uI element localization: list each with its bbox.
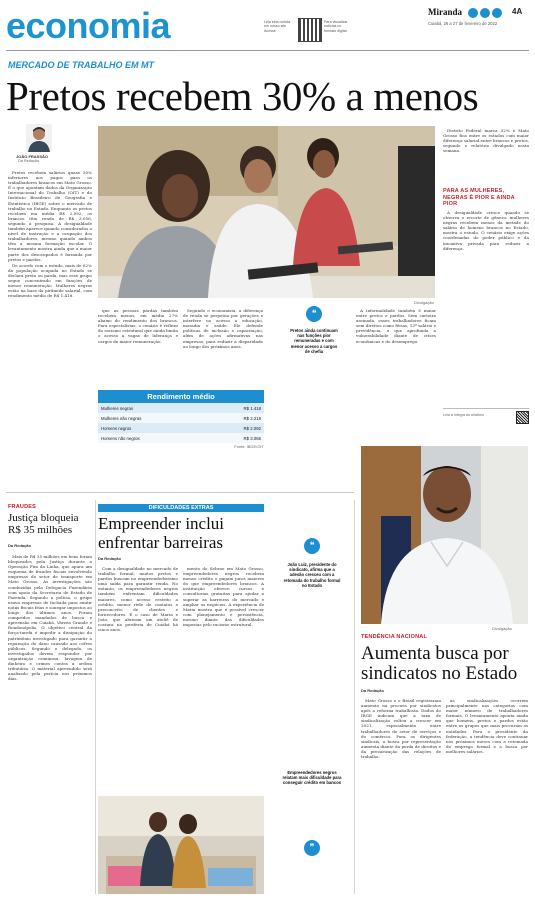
- quote-icon: ❝: [306, 306, 322, 322]
- paragraph: que as pessoas pardas também recebem menos, em média 27% abaixo do rendimento dos brancos. Para especialistas, o cenário é reflexo do racismo estrutural que ainda limita o acesso a vagas de liderança e cargos de maior remuneração.: [98, 308, 178, 344]
- empreender-headline: Empreender inclui enfrentar barreiras: [98, 514, 225, 552]
- empreender-col2: [183, 566, 264, 788]
- income-table: [98, 390, 264, 449]
- main-col3: [183, 308, 263, 386]
- sindicatos-photo: [361, 446, 528, 624]
- paragraph: Com a desigualdade no mercado de trabalho formal, muitos pretos e pardos buscam no empreendedorismo uma saída para garantir renda. No entanto, os empreendedores negros também enfrentam dificuldades maiores, como acesso restrito a crédito, menor rede de contatos e preconceito de clientes e fornecedores. É o caso de Maria e João, que abriram um ateliê de costura na periferia de Cuiabá há cinco anos.: [98, 566, 178, 633]
- table-body: [98, 403, 264, 443]
- paragraph: as sindicalizações ocorrem principalmente nas categorias com maior número de trabalhadores formais. O levantamento aponta ainda que homens, pretos e pardos estão entre os grupos que mais procuram as entidades. Para o presidente da federação, a tendência deve continuar nos próximos meses com a retomada do emprego formal e a busca por melhores salários.: [446, 698, 528, 754]
- paragraph: Segundo o economista, a diferença de renda se perpetua por gerações e interfere no acesso a educação, moradia e saúde. Ele defende políticas de inclusão e capacitação, além de ações afirmativas nas empresas, para reduzir a disparidade ao longo dos próximos anos.: [183, 308, 263, 349]
- empreender-photo: [98, 796, 264, 894]
- paragraph: A informalidade também é maior entre pretos e pardos. Sem carteira assinada, esses trabalhadores ficam sem direitos como férias, 13º salário e previdência, o que aprofunda a vulnerabilidade diante de crises econômicas e do desemprego.: [356, 308, 436, 344]
- sindicatos-byline: Da Redação: [361, 688, 384, 693]
- table-source: Fonte: IBGE/OIT: [234, 444, 264, 449]
- row-value: R$ 3.056: [208, 433, 264, 443]
- main-col4: [356, 308, 436, 398]
- qr-note-line: Para visualizar: [324, 20, 348, 24]
- date-line: Cuiabá, 26 a 27 de fevereiro de 2022: [428, 21, 498, 26]
- row-value: R$ 2.218: [208, 413, 264, 423]
- fraudes-text: [8, 554, 92, 892]
- qr-note-line: Leia esta notícia: [264, 20, 291, 24]
- row-value: R$ 2.092: [208, 423, 264, 433]
- row-label: Homens negros: [98, 423, 208, 433]
- main-photo: [98, 126, 435, 298]
- fraudes-kicker: FRAUDES: [8, 504, 36, 510]
- author-photo: [26, 124, 52, 152]
- table-title: Rendimento médio: [98, 390, 264, 403]
- report-qr[interactable]: [443, 408, 529, 423]
- empreender-kicker: DIFICULDADES EXTRAS: [98, 504, 264, 512]
- sindicatos-kicker: TENDÊNCIA NACIONAL: [361, 634, 428, 640]
- pull-quote: Empreendedores negros relatam mais dificuldade para conseguir crédito em bancos: [282, 770, 342, 786]
- paragraph: A desigualdade cresce quando se observa o recorte de gênero: mulheres negras recebem menos da metade do salário de homens brancos no Estado, mostra o estudo. O cenário exige ações coordenadas do poder público e da iniciativa privada para reduzir a diferença.: [443, 210, 529, 251]
- main-col5: [443, 128, 529, 184]
- paragraph: Distrito Federal marca 32% e Mato Grosso fica entre os estados com maior diferença salarial entre brancos e pretos, segundo o relatório divulgado nesta semana.: [443, 128, 529, 154]
- table-row: [98, 413, 264, 423]
- pull-quote: Pretos ainda continuam nas funções pior remuneradas e com menor acesso a cargos de chefia: [290, 328, 338, 354]
- fraudes-headline: Justiça bloqueia R$ 35 milhões: [8, 512, 79, 536]
- table-row: [98, 403, 264, 413]
- paragraph: Mais de R$ 35 milhões em bens foram bloqueados pela Justiça durante a Operação Fim da Linha, que apura um esquema de fraudes fiscais envolvendo empresas do setor de transporte em Mato Grosso. As investigações são conduzidas pela Delegacia Fazendária com apoio da Secretaria de Estado de Fazenda. Segundo a polícia, o grupo usava empresas de fachada para emitir notas fiscais frias e sonegar impostos ao longo dos últimos anos. Foram cumpridos mandados de busca e apreensão em Cuiabá, Várzea Grande e Rondonópolis. O objetivo central da força-tarefa é impedir a dissipação do patrimônio investigado para garantir a reparação do dano causado aos cofres públicos. Segundo o delegado, os investigados devem responder por organização criminosa, lavagem de dinheiro e crimes contra a ordem tributária. O material apreendido será analisado pela perícia nos próximos dias.: [8, 554, 92, 682]
- main-kicker: MERCADO DE TRABALHO EM MT: [8, 60, 154, 70]
- sindicatos-photo-credit: Divulgação: [492, 626, 512, 631]
- table-row: [98, 423, 264, 433]
- paragraph: Pretos recebem salários quase 30% inferiores aos pagos para os trabalhadores brancos em Mato Grosso. É o que apontam dados da Organização Internacional do Trabalho (OIT) e do Instituto Brasileiro de Geografia e Estatística (IBGE) sobre o mercado de trabalho no Estado. Enquanto os pretos recebem em média R$ 2.092, os brancos têm renda de R$ 3.056, segundo a pesquisa. A desigualdade também aparece quando considerados o nível de instrução e a ocupação dos trabalhadores, mesmo quando ambos têm a mesma formação escolar. O levantamento mostra ainda que a maior parte dos desocupados é formada por pretos e pardos.: [8, 170, 92, 262]
- page-number: 4A: [512, 7, 523, 16]
- author-name: JOÃO FRASSÃO: [16, 154, 49, 159]
- main-photo-credit: Divulgação: [414, 300, 434, 305]
- qr-label: Leia a íntegra do relatório: [443, 413, 484, 417]
- qr-code-icon: [516, 411, 529, 424]
- qr-note-line: notícias no: [324, 24, 342, 29]
- pull-quote: João Luiz, presidente do sindicato, afirma que a adesão cresceu com a retomada do trabalho formal no Estado: [283, 562, 341, 588]
- paragraph: mento do Sebrae em Mato Grosso, empreendedores negros recebem menos crédito e pagam juros maiores do que empreendedores brancos. A instituição oferece cursos e consultorias gratuitas para ajudar a superar as barreiras do mercado e ampliar os negócios. A experiência de Maria mostra que é possível crescer com planejamento e persistência, mesmo diante das dificuldades impostas pelo racismo estrutural.: [183, 566, 264, 628]
- row-label: Mulheres negras: [98, 403, 208, 413]
- empreender-col1: [98, 566, 178, 788]
- header-qr-block: [264, 18, 384, 44]
- row-value: R$ 1.418: [208, 403, 264, 413]
- main-col1: [8, 170, 92, 488]
- paragraph: De acordo com o estudo, mais de 62% da população ocupada no Estado se declara preta ou parda, mas esse grupo segue concentrado em funções de menor remuneração. Mulheres negras estão na base da pirâmide salarial, com rendimento médio de R$ 1.418.: [8, 262, 92, 299]
- paragraph: Mato Grosso e o Brasil registraram aumento na procura por sindicatos após a reforma trabalhista. Dados do IBGE indicam que a taxa de sindicalização voltou a crescer em 2021, especialmente entre trabalhadores do setor de serviços e do comércio. Para os dirigentes sindicais, a busca por representação aumenta diante da perda de direitos e da precarização das relações de trabalho.: [361, 698, 441, 760]
- section-title: economia: [6, 5, 171, 46]
- main-col5b: [443, 210, 529, 390]
- col5-subhead: PARA AS MULHERES, NEGRAS É PIOR E AINDA PIOR: [443, 188, 515, 207]
- newspaper-logo: Miranda: [428, 7, 463, 17]
- empreender-byline: Da Redação: [98, 556, 121, 561]
- fraudes-byline: Da Redação: [8, 543, 31, 548]
- sindicatos-headline: Aumenta busca por sindicatos no Estado: [361, 643, 518, 684]
- row-label: Mulheres não negras: [98, 413, 208, 423]
- qr-note-line: em nosso site: [264, 24, 287, 29]
- qr-note-line: Acesse: [264, 28, 276, 33]
- sindicatos-col2: [446, 698, 528, 894]
- qr-note-line: formato digital: [324, 28, 347, 33]
- row-label: Homens não negros: [98, 433, 208, 443]
- sindicatos-col1: [361, 698, 441, 894]
- quote-icon: ❝: [304, 538, 320, 554]
- logo-dots: [468, 8, 508, 18]
- main-headline: Pretos recebem 30% a menos: [6, 73, 479, 119]
- main-col2: [98, 308, 178, 386]
- table-row: [98, 433, 264, 443]
- author-role: Da Redação: [18, 159, 40, 163]
- qr-code-icon[interactable]: [298, 18, 322, 42]
- quote-icon: ❞: [304, 840, 320, 856]
